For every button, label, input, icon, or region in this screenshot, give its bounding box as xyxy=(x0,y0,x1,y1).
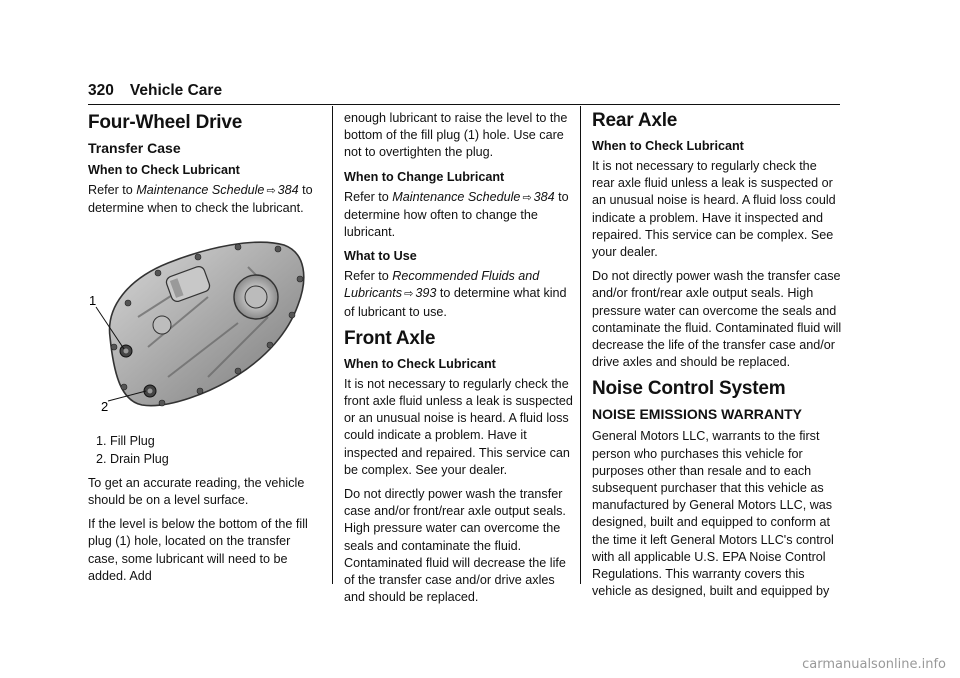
heading-rear-axle: Rear Axle xyxy=(592,110,678,131)
column-divider xyxy=(332,106,333,584)
heading-when-to-check: When to Check Lubricant xyxy=(88,163,240,177)
xref-link[interactable]: Recommended Fluids and Lubricants xyxy=(344,269,540,301)
page-ref[interactable]: 393 xyxy=(415,286,437,301)
paragraph: Refer to Maintenance Schedule ⇨ 384 to determine how often to change the lubricant. xyxy=(344,189,569,240)
page-ref-icon: ⇨ xyxy=(522,191,532,204)
callout-1: 1 xyxy=(89,293,97,309)
paragraph: If the level is below the bottom of the fill plug (1) hole, located on the transfer case, some lubricant will need to be added. Add xyxy=(88,517,308,583)
paragraph: Refer to Maintenance Schedule ⇨ 384 to determine when to check the lubricant. xyxy=(88,183,313,216)
transfer-case-icon xyxy=(88,227,320,427)
column-right xyxy=(592,110,842,607)
section-title: Vehicle Care xyxy=(129,82,223,99)
paragraph: Refer to Recommended Fluids and Lubricants ⇨ 393 to determine what kind of lubricant to use. xyxy=(344,269,567,319)
page-ref-icon: ⇨ xyxy=(266,185,276,197)
heading-noise-warranty: NOISE EMISSIONS WARRANTY xyxy=(592,406,803,423)
paragraph: Do not directly power wash the transfer case and/or front/rear axle output seals. High pressure water can overcome the seals and contaminate the fluid. Contaminated fluid will decrease the life of the transfer case and/or drive axles and should be replaced. xyxy=(592,269,842,370)
paragraph: It is not necessary to regularly check the front axle fluid unless a leak is suspected or an unusual noise is heard. A fluid loss could indicate a problem. Have it inspected and repaired. This service can be complex. See your dealer. xyxy=(344,376,573,477)
heading-when-to-check: When to Check Lubricant xyxy=(344,356,496,371)
heading-four-wheel-drive: Four-Wheel Drive xyxy=(88,112,243,133)
figure-legend xyxy=(88,433,320,467)
column-middle xyxy=(344,110,576,613)
paragraph: Do not directly power wash the transfer case and/or front/rear axle output seals. High pressure water can overcome the seals and contaminate the fluid. Contaminated fluid will decrease the life of the transfer case and/or drive axles and should be replaced. xyxy=(344,487,566,605)
paragraph: It is not necessary to regularly check the rear axle fluid unless a leak is suspected or an unusual noise is heard. A fluid loss could indicate a problem. Have it inspected and repaired. This service can be complex. See your dealer. xyxy=(592,159,836,260)
column-left xyxy=(88,110,320,592)
heading-when-to-check: When to Check Lubricant xyxy=(592,139,744,153)
heading-noise-control: Noise Control System xyxy=(592,378,786,400)
page-ref-icon: ⇨ xyxy=(404,288,414,301)
heading-transfer-case: Transfer Case xyxy=(88,140,181,156)
heading-front-axle: Front Axle xyxy=(344,327,436,349)
paragraph: General Motors LLC, warrants to the first person who purchases this vehicle for purposes other than resale and to each subsequent purchaser that this vehicle as manufactured by General Motors LLC, was designed, built and equipped to conform at the time it left General Motors LLC's control with all applicable U.S. EPA Noise Control Regulations. This warranty covers this vehicle as designed, built and equipped by xyxy=(592,429,834,599)
page-header xyxy=(88,82,840,105)
list-item: 2. Drain Plug xyxy=(110,451,320,468)
transfer-case-illustration xyxy=(88,227,320,427)
list-item: 1. Fill Plug xyxy=(110,433,320,450)
xref-link[interactable]: Maintenance Schedule xyxy=(136,183,265,197)
xref-link[interactable]: Maintenance Schedule xyxy=(392,189,521,204)
heading-what-to-use: What to Use xyxy=(344,249,417,264)
heading-when-to-change: When to Change Lubricant xyxy=(344,169,505,184)
page-ref[interactable]: 384 xyxy=(277,183,299,197)
paragraph: To get an accurate reading, the vehicle should be on a level surface. xyxy=(88,475,305,508)
column-divider xyxy=(580,106,581,584)
watermark: carmanualsonline.info xyxy=(802,657,946,672)
page-number: 320 xyxy=(88,82,114,99)
paragraph: enough lubricant to raise the level to the bottom of the fill plug (1) hole. Use care not to overtighten the plug. xyxy=(344,111,568,160)
callout-2: 2 xyxy=(101,399,109,415)
page-ref[interactable]: 384 xyxy=(533,189,555,204)
